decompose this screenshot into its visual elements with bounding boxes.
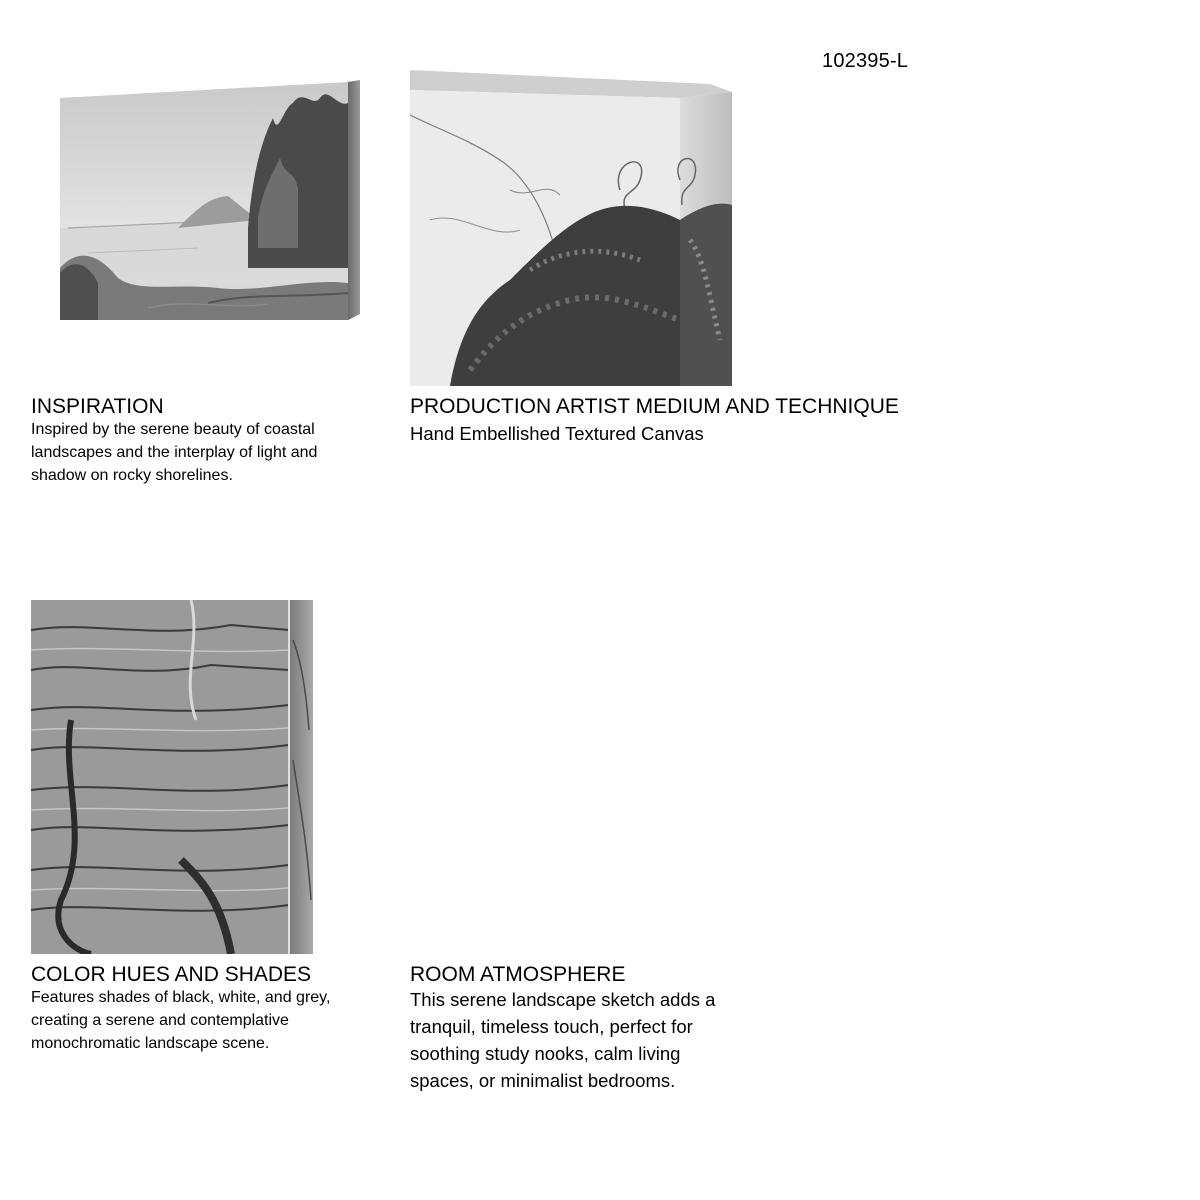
canvas-texture-closeup-image: [31, 600, 313, 954]
medium-heading: PRODUCTION ARTIST MEDIUM AND TECHNIQUE: [410, 395, 899, 418]
inspiration-text: Inspired by the serene beauty of coastal landscapes and the interplay of light and shadow on rocky shorelines.: [31, 421, 318, 484]
color-heading: COLOR HUES AND SHADES: [31, 963, 312, 986]
room-atmosphere-heading: ROOM ATMOSPHERE: [410, 963, 626, 986]
room-atmosphere-text: This serene landscape sketch adds a tranquil, timeless touch, perfect for soothing study nooks, calm living spaces, or minimalist bedrooms.: [410, 989, 716, 1091]
canvas-landscape-image: [58, 78, 360, 324]
medium-text: Hand Embellished Textured Canvas: [410, 423, 704, 444]
product-sku: 102395-L: [822, 50, 909, 72]
canvas-corner-closeup-image: [410, 70, 734, 386]
inspiration-heading: INSPIRATION: [31, 395, 164, 418]
color-text: Features shades of black, white, and grey, creating a serene and contemplative monochromatic landscape scene.: [31, 989, 331, 1052]
